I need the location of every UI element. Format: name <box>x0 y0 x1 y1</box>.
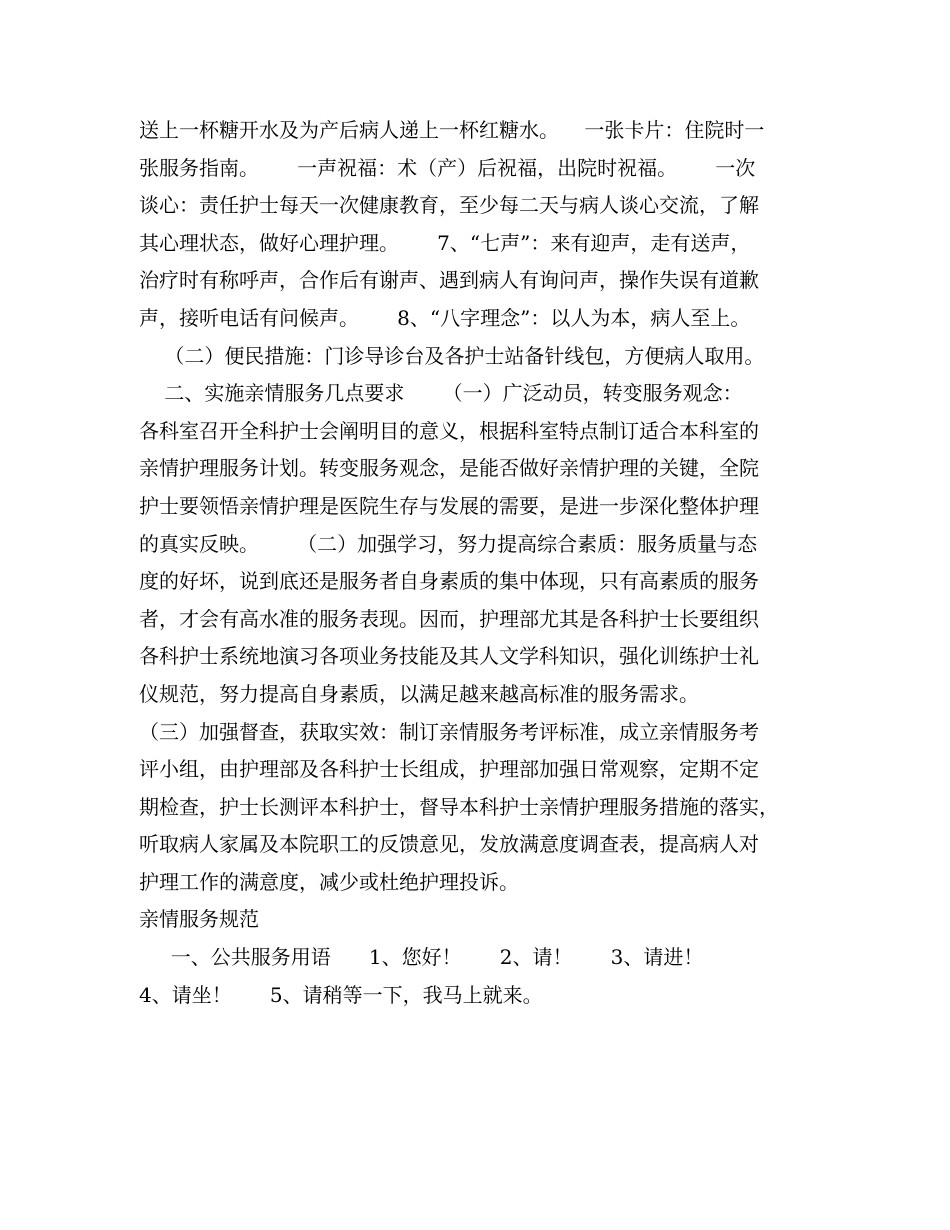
text-line-13: 度的好坏，说到底还是服务者自身素质的集中体现，只有高素质的服务 <box>139 569 759 594</box>
text-line-21: 护理工作的满意度，减少或杜绝护理投诉。 <box>139 869 519 894</box>
text-line-17: （三）加强督查，获取实效：制订亲情服务考评标准，成立亲情服务考 <box>139 719 759 744</box>
text-line-7: （二）便民措施：门诊导诊台及各护士站备针线包，方便病人取用。 <box>139 343 765 368</box>
text-line-20: 听取病人家属及本院职工的反馈意见，发放满意度调查表，提高病人对 <box>139 832 759 857</box>
text-line-8: 二、实施亲情服务几点要求 （一）广泛动员，转变服务观念： <box>139 381 743 406</box>
text-line-16: 仪规范，努力提高自身素质，以满足越来越高标准的服务需求。 <box>139 681 699 706</box>
text-line-3: 谈心：责任护士每天一次健康教育，至少每二天与病人谈心交流，了解 <box>139 193 759 218</box>
text-line-9: 各科室召开全科护士会阐明目的意义，根据科室特点制订适合本科室的 <box>139 418 759 443</box>
section-heading: 亲情服务规范 <box>139 907 259 932</box>
text-line-10: 亲情护理服务计划。转变服务观念，是能否做好亲情护理的关键，全院 <box>139 456 759 481</box>
text-line-23: 4、请坐！ 5、请稍等一下，我马上就来。 <box>139 982 543 1007</box>
document-body <box>139 112 829 1014</box>
text-line-12: 的真实反映。 （二）加强学习，努力提高综合素质：服务质量与态 <box>139 531 758 556</box>
text-line-2: 张服务指南。 一声祝福：术（产）后祝福，出院时祝福。 一次 <box>139 155 756 180</box>
text-line-1: 送上一杯糖开水及为产后病人递上一杯红糖水。 一张卡片：住院时一 <box>139 118 765 142</box>
text-line-6: 声，接听电话有问候声。 8、“八字理念”：以人为本，病人至上。 <box>139 305 751 330</box>
text-line-4: 其心理状态，做好心理护理。 7、“七声”：来有迎声，走有送声， <box>139 230 751 255</box>
text-line-11: 护士要领悟亲情护理是医院生存与发展的需要，是进一步深化整体护理 <box>139 493 759 518</box>
text-line-22: 一、公共服务用语 1、您好！ 2、请！ 3、请进！ <box>139 945 704 970</box>
text-line-18: 评小组，由护理部及各科护士长组成，护理部加强日常观察，定期不定 <box>139 757 759 782</box>
text-line-19: 期检查，护士长测评本科护士，督导本科护士亲情护理服务措施的落实， <box>139 794 779 819</box>
text-line-5: 治疗时有称呼声，合作后有谢声、遇到病人有询问声，操作失误有道歉 <box>139 268 759 293</box>
text-line-14: 者，才会有高水准的服务表现。因而，护理部尤其是各科护士长要组织 <box>139 606 759 631</box>
text-line-15: 各科护士系统地演习各项业务技能及其人文学科知识，强化训练护士礼 <box>139 644 759 669</box>
